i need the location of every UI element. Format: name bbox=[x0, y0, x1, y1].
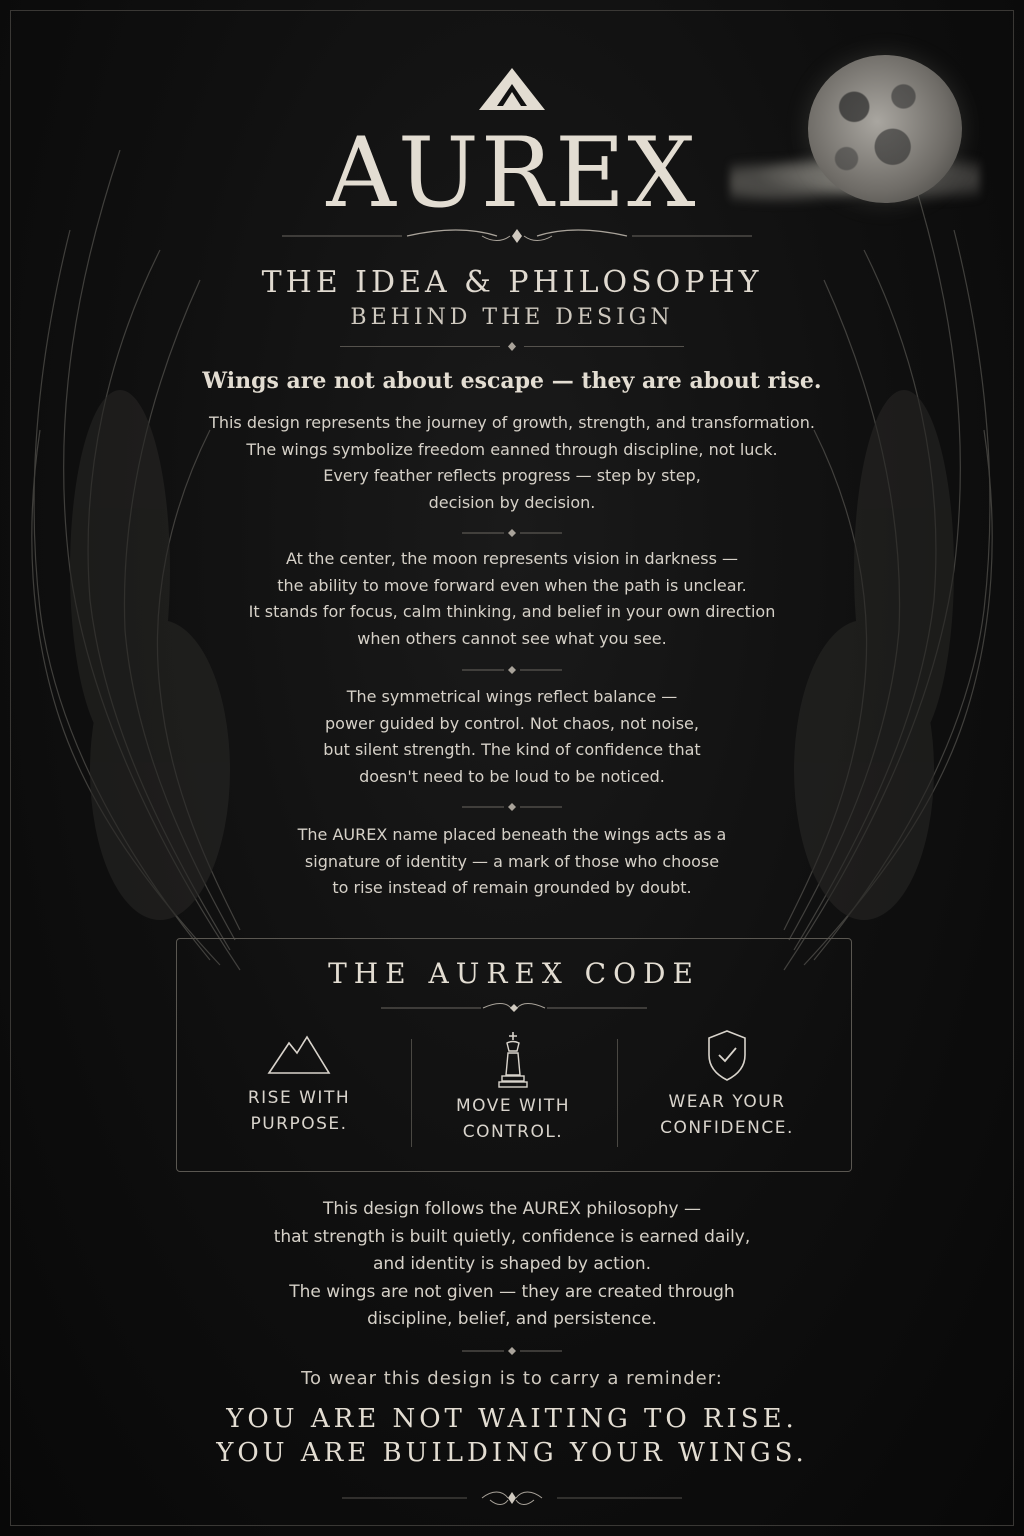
code-item-line: WEAR YOUR bbox=[668, 1092, 786, 1112]
section-line: signature of identity — a mark of those who choose bbox=[304, 851, 720, 871]
code-item-line: CONFIDENCE. bbox=[660, 1118, 794, 1138]
code-item-line: RISE WITH bbox=[247, 1088, 351, 1108]
final-line: YOU ARE NOT WAITING TO RISE. bbox=[226, 1404, 798, 1434]
divider-ornament bbox=[381, 1001, 647, 1015]
code-title: THE AUREX CODE bbox=[328, 957, 700, 990]
section-line: It stands for focus, calm thinking, and belief in your own direction bbox=[248, 602, 776, 621]
section-balance bbox=[0, 684, 1024, 790]
closing-line: discipline, belief, and persistence. bbox=[367, 1309, 657, 1329]
closing-line: and identity is shaped by action. bbox=[372, 1254, 652, 1274]
page-subtitle: BEHIND THE DESIGN bbox=[350, 305, 674, 330]
section-line: The wings symbolize freedom eanned through discipline, not luck. bbox=[246, 439, 778, 459]
code-item-rise bbox=[189, 1033, 409, 1137]
final-line: YOU ARE BUILDING YOUR WINGS. bbox=[216, 1438, 808, 1468]
section-line: The AUREX name placed beneath the wings acts as a bbox=[297, 825, 727, 844]
closing-line: that strength is built quietly, confidence is earned daily, bbox=[273, 1226, 751, 1247]
section-moon bbox=[0, 546, 1024, 652]
section-line: when others cannot see what you see. bbox=[357, 628, 667, 648]
tagline: Wings are not about escape — they are about rise. bbox=[202, 368, 822, 394]
code-item-wear bbox=[617, 1029, 837, 1141]
section-line: power guided by control. Not chaos, not noise, bbox=[325, 713, 699, 733]
section-line: to rise instead of remain grounded by doubt. bbox=[332, 878, 692, 897]
diamond-icon bbox=[504, 342, 520, 351]
divider-ornament bbox=[462, 802, 562, 812]
aurex-code-panel bbox=[176, 938, 852, 1172]
section-line: the ability to move forward even when the path is unclear. bbox=[277, 575, 747, 595]
aurex-logo-icon bbox=[477, 66, 547, 112]
code-item-line: CONTROL. bbox=[462, 1122, 564, 1142]
page-title: THE IDEA & PHILOSOPHY bbox=[261, 265, 763, 300]
footer-ornament bbox=[342, 1488, 682, 1508]
section-line: Every feather reflects progress — step by step, bbox=[323, 466, 701, 485]
reminder-text: To wear this design is to carry a reminder: bbox=[301, 1368, 723, 1389]
chess-king-icon bbox=[493, 1031, 533, 1089]
section-line: but silent strength. The kind of confidence that bbox=[323, 740, 701, 759]
section-line: The symmetrical wings reflect balance — bbox=[346, 687, 678, 706]
divider-ornament bbox=[462, 1346, 562, 1356]
section-line: This design represents the journey of growth, strength, and transformation. bbox=[209, 413, 815, 432]
section-line: At the center, the moon represents vision in darkness — bbox=[286, 549, 738, 568]
section-identity bbox=[0, 822, 1024, 902]
code-item-move bbox=[403, 1031, 623, 1145]
divider-ornament bbox=[462, 665, 562, 675]
closing-line: The wings are not given — they are created through bbox=[289, 1281, 735, 1302]
section-line: doesn't need to be loud to be noticed. bbox=[359, 766, 665, 786]
divider-ornament bbox=[282, 226, 752, 246]
brand-name: AUREX bbox=[326, 117, 698, 229]
code-item-line: MOVE WITH bbox=[455, 1096, 570, 1116]
mountain-icon bbox=[267, 1033, 331, 1075]
divider-line bbox=[340, 346, 500, 347]
divider-line bbox=[524, 346, 684, 347]
closing-line: This design follows the AUREX philosophy — bbox=[322, 1199, 702, 1219]
divider-ornament bbox=[462, 528, 562, 538]
closing-paragraph bbox=[0, 1196, 1024, 1334]
final-statement bbox=[0, 1402, 1024, 1470]
shield-check-icon bbox=[705, 1029, 749, 1083]
code-item-line: PURPOSE. bbox=[250, 1114, 348, 1134]
section-line: decision by decision. bbox=[428, 492, 596, 512]
section-growth bbox=[0, 410, 1024, 516]
